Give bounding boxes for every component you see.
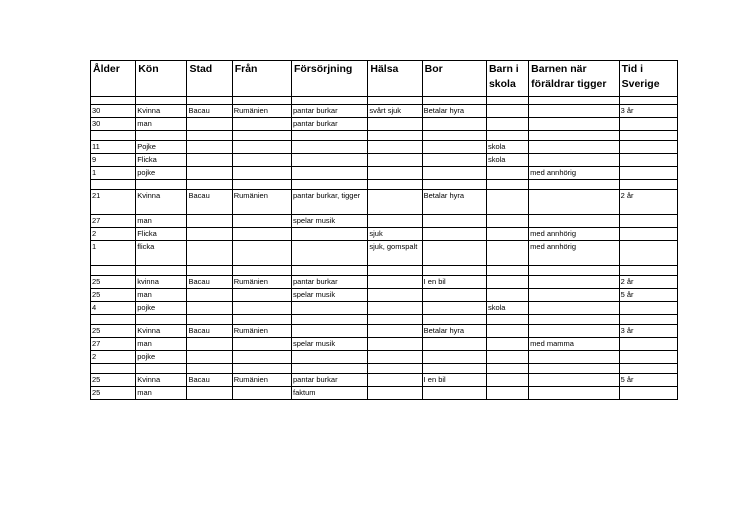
table-cell xyxy=(619,118,677,131)
table-cell: pantar burkar, tigger xyxy=(291,190,367,215)
table-cell: 25 xyxy=(91,325,136,338)
table-cell: man xyxy=(136,289,187,302)
column-header-kon: Kön xyxy=(136,61,187,97)
table-cell: 21 xyxy=(91,190,136,215)
table-row xyxy=(91,387,678,400)
table-row xyxy=(91,276,678,289)
table-cell xyxy=(291,241,367,266)
table-cell: Rumänien xyxy=(232,325,291,338)
table-cell: skola xyxy=(486,141,528,154)
table-cell: pojke xyxy=(136,351,187,364)
table-cell xyxy=(529,154,619,167)
table-body xyxy=(91,97,678,400)
table-row xyxy=(91,97,678,105)
table-cell xyxy=(368,131,422,141)
table-cell xyxy=(422,118,486,131)
table-cell xyxy=(619,241,677,266)
column-header-bor: Bor xyxy=(422,61,486,97)
column-header-alder: Ålder xyxy=(91,61,136,97)
table-cell xyxy=(529,289,619,302)
table-cell xyxy=(368,351,422,364)
table-row xyxy=(91,228,678,241)
table-cell: Kvinna xyxy=(136,374,187,387)
table-cell: 30 xyxy=(91,105,136,118)
table-cell xyxy=(529,387,619,400)
table-cell: pantar burkar xyxy=(291,276,367,289)
table-cell: med mamma xyxy=(529,338,619,351)
table-row xyxy=(91,315,678,325)
table-cell: I en bil xyxy=(422,276,486,289)
column-header-stad: Stad xyxy=(187,61,232,97)
table-cell xyxy=(232,131,291,141)
table-cell xyxy=(368,364,422,374)
table-cell xyxy=(486,351,528,364)
table-cell xyxy=(486,315,528,325)
table-cell: kvinna xyxy=(136,276,187,289)
table-cell xyxy=(368,315,422,325)
table-cell xyxy=(91,364,136,374)
table-cell xyxy=(368,387,422,400)
table-cell xyxy=(232,154,291,167)
table-cell xyxy=(187,154,232,167)
column-header-barnen-nar-foraldrar-tigger: Barnen när föräldrar tigger xyxy=(529,61,619,97)
table-cell: Bacau xyxy=(187,325,232,338)
table-cell: Rumänien xyxy=(232,374,291,387)
table-cell: svårt sjuk xyxy=(368,105,422,118)
table-cell xyxy=(291,167,367,180)
table-cell: med annhörig xyxy=(529,228,619,241)
table-cell: man xyxy=(136,215,187,228)
table-cell: pojke xyxy=(136,167,187,180)
table-cell xyxy=(291,180,367,190)
table-cell: Kvinna xyxy=(136,190,187,215)
table-cell xyxy=(529,351,619,364)
table-cell xyxy=(422,215,486,228)
table-row xyxy=(91,302,678,315)
table-cell xyxy=(91,131,136,141)
table-cell: man xyxy=(136,338,187,351)
table-cell xyxy=(486,190,528,215)
table-cell xyxy=(422,302,486,315)
table-cell: 25 xyxy=(91,276,136,289)
table-cell: Pojke xyxy=(136,141,187,154)
table-cell xyxy=(232,364,291,374)
table-cell: Flicka xyxy=(136,154,187,167)
table-cell: 5 år xyxy=(619,374,677,387)
column-header-fran: Från xyxy=(232,61,291,97)
table-cell xyxy=(232,228,291,241)
table-cell xyxy=(368,289,422,302)
table-cell: pantar burkar xyxy=(291,374,367,387)
table-row xyxy=(91,325,678,338)
table-cell xyxy=(619,302,677,315)
table-cell: 9 xyxy=(91,154,136,167)
table-cell: 11 xyxy=(91,141,136,154)
table-row xyxy=(91,215,678,228)
table-cell xyxy=(486,266,528,276)
table-cell xyxy=(422,364,486,374)
table-cell xyxy=(232,266,291,276)
table-cell xyxy=(619,167,677,180)
table-cell xyxy=(422,266,486,276)
table-cell xyxy=(291,141,367,154)
table-row xyxy=(91,167,678,180)
table-row xyxy=(91,105,678,118)
table-cell: 25 xyxy=(91,387,136,400)
table-cell: sjuk, gomspalt xyxy=(368,241,422,266)
table-cell xyxy=(619,351,677,364)
table-cell xyxy=(619,315,677,325)
table-cell: spelar musik xyxy=(291,338,367,351)
table-cell: Kvinna xyxy=(136,325,187,338)
table-cell xyxy=(422,141,486,154)
table-cell: spelar musik xyxy=(291,215,367,228)
table-cell: Rumänien xyxy=(232,105,291,118)
table-cell xyxy=(529,97,619,105)
table-cell: 27 xyxy=(91,215,136,228)
table-cell xyxy=(368,190,422,215)
table-cell xyxy=(187,387,232,400)
table-cell: 3 år xyxy=(619,325,677,338)
table-cell xyxy=(187,302,232,315)
table-cell xyxy=(529,131,619,141)
table-row xyxy=(91,289,678,302)
table-cell xyxy=(187,338,232,351)
table-cell xyxy=(232,387,291,400)
table-cell: Betalar hyra xyxy=(422,105,486,118)
table-cell: 30 xyxy=(91,118,136,131)
table-cell xyxy=(291,325,367,338)
table-cell xyxy=(486,325,528,338)
table-cell xyxy=(529,105,619,118)
table-cell xyxy=(368,180,422,190)
table-cell xyxy=(529,141,619,154)
table-cell xyxy=(529,190,619,215)
table-cell: Bacau xyxy=(187,276,232,289)
table-cell xyxy=(291,302,367,315)
table-cell xyxy=(187,266,232,276)
column-header-halsa: Hälsa xyxy=(368,61,422,97)
table-cell: 4 xyxy=(91,302,136,315)
table-cell: Flicka xyxy=(136,228,187,241)
table-cell: Betalar hyra xyxy=(422,325,486,338)
table-cell xyxy=(368,374,422,387)
table-cell xyxy=(619,215,677,228)
table-cell xyxy=(232,289,291,302)
table-cell xyxy=(529,364,619,374)
table-cell: 27 xyxy=(91,338,136,351)
table-cell xyxy=(486,338,528,351)
table-cell xyxy=(136,315,187,325)
table-cell xyxy=(232,180,291,190)
table-cell xyxy=(486,364,528,374)
table-cell: med annhörig xyxy=(529,241,619,266)
table-cell xyxy=(619,364,677,374)
table-cell xyxy=(368,154,422,167)
table-cell xyxy=(291,315,367,325)
table-cell xyxy=(232,215,291,228)
table-cell xyxy=(619,154,677,167)
table-cell xyxy=(187,228,232,241)
table-cell xyxy=(619,141,677,154)
table-cell: pantar burkar xyxy=(291,105,367,118)
table-cell xyxy=(187,315,232,325)
table-cell xyxy=(187,167,232,180)
table-cell xyxy=(486,118,528,131)
table-cell xyxy=(422,351,486,364)
table-cell: skola xyxy=(486,154,528,167)
table-cell xyxy=(187,141,232,154)
table-cell: 2 xyxy=(91,228,136,241)
table-cell: 2 xyxy=(91,351,136,364)
table-row xyxy=(91,338,678,351)
table-cell xyxy=(422,131,486,141)
table-cell xyxy=(486,241,528,266)
table-cell: faktum xyxy=(291,387,367,400)
table-cell xyxy=(422,97,486,105)
table-cell xyxy=(619,387,677,400)
table-cell xyxy=(187,180,232,190)
table-cell xyxy=(368,141,422,154)
table-cell: Rumänien xyxy=(232,190,291,215)
table-cell xyxy=(486,105,528,118)
table-cell xyxy=(619,266,677,276)
table-row xyxy=(91,118,678,131)
table-cell xyxy=(368,302,422,315)
table-cell: man xyxy=(136,387,187,400)
table-cell xyxy=(291,351,367,364)
table-cell xyxy=(486,180,528,190)
table-cell xyxy=(136,97,187,105)
table-cell: Kvinna xyxy=(136,105,187,118)
table-cell xyxy=(486,228,528,241)
column-header-barn-i-skola: Barn i skola xyxy=(486,61,528,97)
table-row xyxy=(91,374,678,387)
table-cell: 1 xyxy=(91,241,136,266)
table-cell xyxy=(529,215,619,228)
table-row xyxy=(91,241,678,266)
table-cell xyxy=(529,118,619,131)
table-cell xyxy=(422,241,486,266)
table-cell xyxy=(91,97,136,105)
table-cell: Rumänien xyxy=(232,276,291,289)
column-header-forsorjning: Försörjning xyxy=(291,61,367,97)
data-table xyxy=(90,60,678,400)
table-cell xyxy=(486,131,528,141)
table-cell xyxy=(232,141,291,154)
table-cell xyxy=(187,97,232,105)
table-cell xyxy=(187,289,232,302)
table-cell xyxy=(619,228,677,241)
table-cell xyxy=(486,276,528,289)
table-cell: skola xyxy=(486,302,528,315)
table-cell: spelar musik xyxy=(291,289,367,302)
table-cell xyxy=(422,338,486,351)
table-cell xyxy=(368,97,422,105)
table-cell xyxy=(136,266,187,276)
header-row xyxy=(91,61,678,97)
table-cell: med annhörig xyxy=(529,167,619,180)
table-cell xyxy=(232,338,291,351)
table-cell xyxy=(232,302,291,315)
table-cell xyxy=(187,131,232,141)
table-cell: 25 xyxy=(91,289,136,302)
table-cell xyxy=(529,276,619,289)
table-cell xyxy=(619,97,677,105)
table-cell xyxy=(91,180,136,190)
table-cell xyxy=(422,180,486,190)
table-row xyxy=(91,180,678,190)
table-cell xyxy=(486,289,528,302)
table-cell xyxy=(422,167,486,180)
table-row xyxy=(91,351,678,364)
table-cell xyxy=(529,302,619,315)
table-cell xyxy=(187,215,232,228)
table-cell: sjuk xyxy=(368,228,422,241)
table-cell: Betalar hyra xyxy=(422,190,486,215)
table-cell xyxy=(368,338,422,351)
table-cell xyxy=(91,315,136,325)
table-cell xyxy=(91,266,136,276)
table-cell xyxy=(486,97,528,105)
table-cell xyxy=(232,241,291,266)
table-cell xyxy=(529,180,619,190)
table-cell xyxy=(232,118,291,131)
table-cell xyxy=(136,131,187,141)
table-row xyxy=(91,364,678,374)
table-cell: pojke xyxy=(136,302,187,315)
table-cell xyxy=(187,241,232,266)
table-cell xyxy=(187,118,232,131)
table-cell xyxy=(422,387,486,400)
table-cell xyxy=(486,215,528,228)
table-cell xyxy=(291,228,367,241)
table-cell xyxy=(232,97,291,105)
table-cell xyxy=(368,167,422,180)
table-cell: 25 xyxy=(91,374,136,387)
table-cell xyxy=(368,325,422,338)
table-cell xyxy=(291,266,367,276)
table-cell xyxy=(368,215,422,228)
table-cell xyxy=(368,118,422,131)
table-cell xyxy=(619,180,677,190)
table-cell: 3 år xyxy=(619,105,677,118)
table-cell xyxy=(529,325,619,338)
table-cell: man xyxy=(136,118,187,131)
table-row xyxy=(91,190,678,215)
table-cell: 5 år xyxy=(619,289,677,302)
table-cell: 1 xyxy=(91,167,136,180)
table-cell: flicka xyxy=(136,241,187,266)
table-cell xyxy=(422,228,486,241)
table-cell: pantar burkar xyxy=(291,118,367,131)
table-row xyxy=(91,154,678,167)
table-cell: I en bil xyxy=(422,374,486,387)
table-row xyxy=(91,266,678,276)
table-cell xyxy=(619,338,677,351)
table-cell: 2 år xyxy=(619,276,677,289)
table-cell xyxy=(529,315,619,325)
table-cell xyxy=(136,364,187,374)
table-cell xyxy=(136,180,187,190)
table-cell xyxy=(291,97,367,105)
table-cell xyxy=(291,154,367,167)
table-cell xyxy=(187,351,232,364)
table-cell: Bacau xyxy=(187,190,232,215)
table-cell xyxy=(187,364,232,374)
table-cell xyxy=(291,131,367,141)
table-cell xyxy=(529,374,619,387)
table-cell xyxy=(422,315,486,325)
table-cell xyxy=(486,387,528,400)
table-cell: 2 år xyxy=(619,190,677,215)
table-cell: Bacau xyxy=(187,105,232,118)
table-cell xyxy=(422,289,486,302)
table-cell xyxy=(486,374,528,387)
table-cell xyxy=(232,315,291,325)
table-cell xyxy=(422,154,486,167)
table-row xyxy=(91,141,678,154)
table-cell xyxy=(232,351,291,364)
table-cell: Bacau xyxy=(187,374,232,387)
table-cell xyxy=(529,266,619,276)
table-cell xyxy=(291,364,367,374)
table-cell xyxy=(368,266,422,276)
column-header-tid-i-sverige: Tid i Sverige xyxy=(619,61,677,97)
table-cell xyxy=(232,167,291,180)
table-cell xyxy=(486,167,528,180)
table-row xyxy=(91,131,678,141)
table-cell xyxy=(619,131,677,141)
table-cell xyxy=(368,276,422,289)
